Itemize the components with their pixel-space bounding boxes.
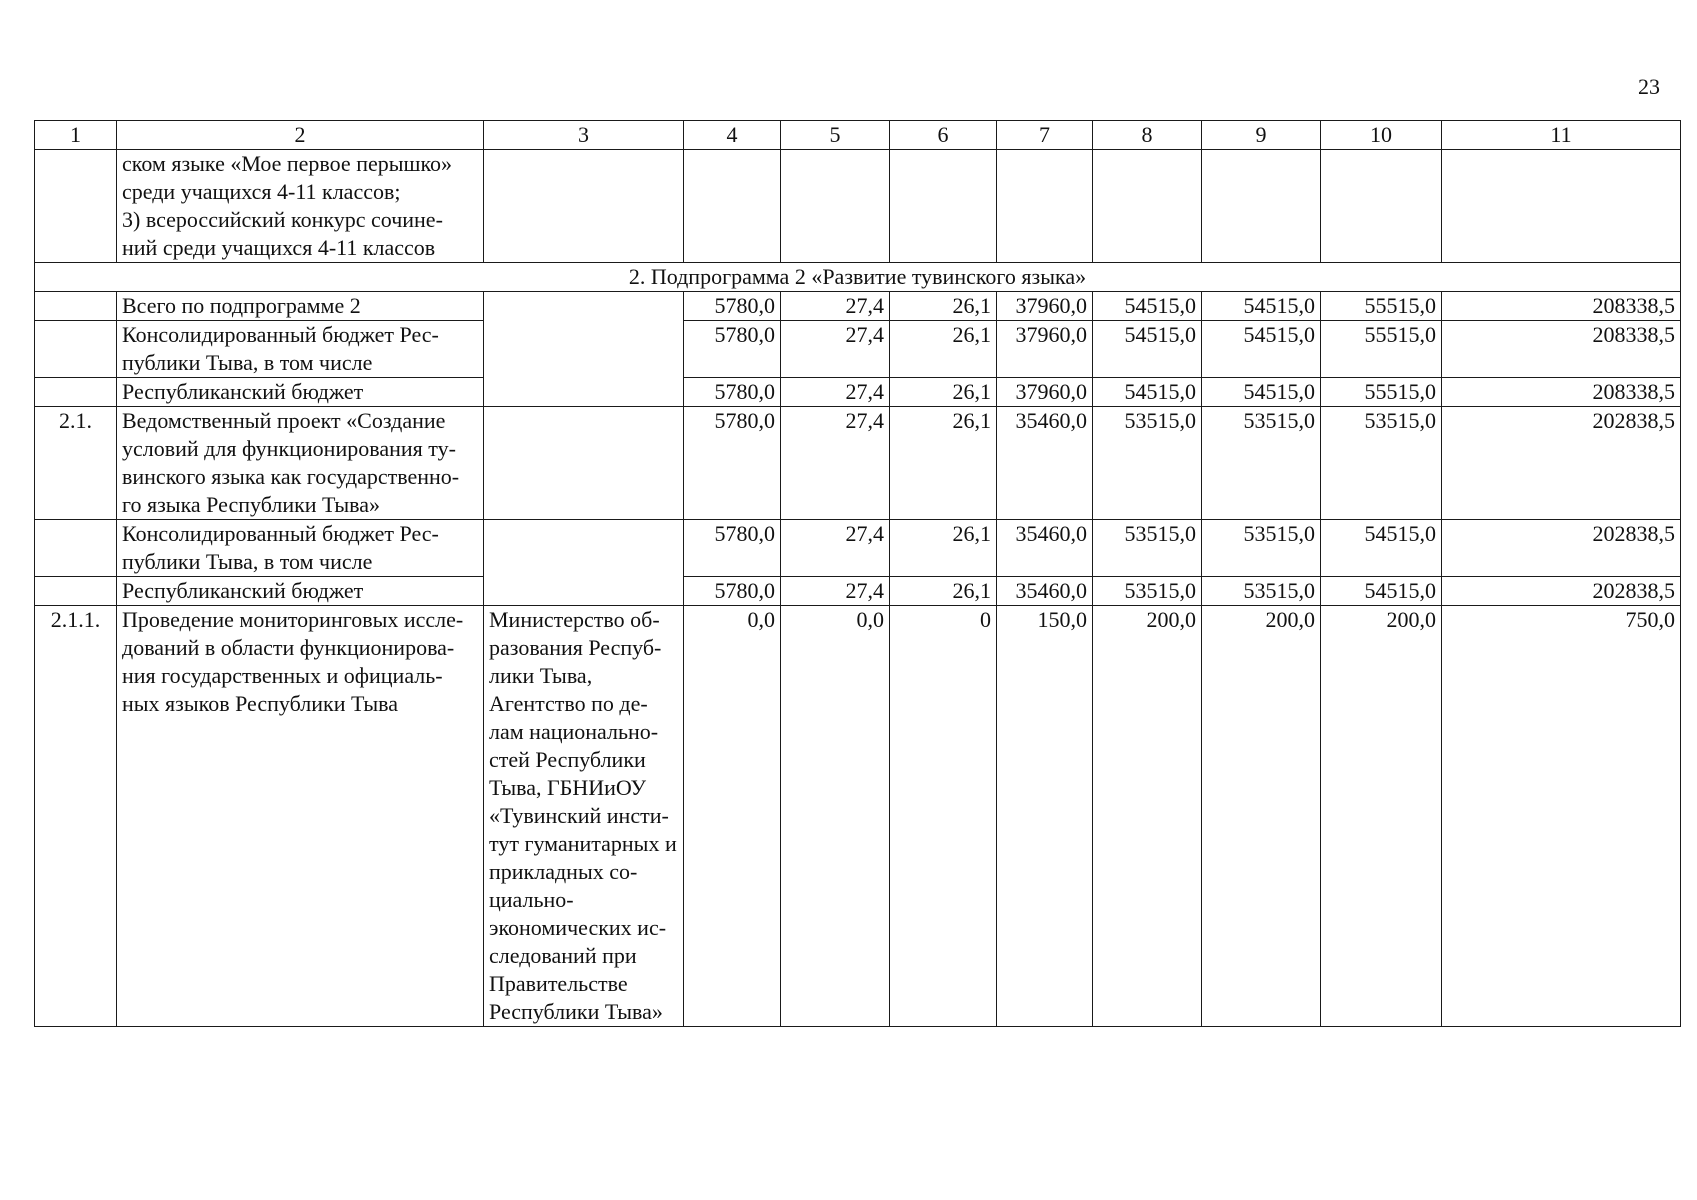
row-value: 54515,0 bbox=[1093, 378, 1202, 407]
row-value: 27,4 bbox=[781, 407, 890, 520]
value-cell bbox=[1093, 150, 1202, 263]
section-title: 2. Подпрограмма 2 «Развитие тувинского языка» bbox=[35, 263, 1681, 292]
text-line: ний среди учащихся 4-11 классов bbox=[122, 235, 436, 260]
row-code bbox=[35, 292, 117, 321]
row-value: 0,0 bbox=[781, 606, 890, 1027]
value-cell bbox=[781, 150, 890, 263]
column-number: 11 bbox=[1442, 121, 1681, 150]
executor-cell bbox=[484, 292, 684, 407]
text-line: ском языке «Мое первое перышко» bbox=[122, 151, 453, 176]
row-value: 54515,0 bbox=[1321, 520, 1442, 577]
value-cell bbox=[890, 150, 997, 263]
value-cell bbox=[997, 150, 1093, 263]
row-value: 26,1 bbox=[890, 378, 997, 407]
table-row bbox=[35, 520, 1681, 577]
row-executor: Министерство об-разования Респуб-лики Тыва, Агентство по де-лам национально-стей Республики Тыва, ГБНИиОУ «Тувинский инсти-тут гуманитарных и прикладных со-циально-экономических ис-следований при Правительстве Республики Тыва» bbox=[484, 606, 684, 1027]
row-value: 26,1 bbox=[890, 577, 997, 606]
table-row bbox=[35, 292, 1681, 321]
section-row bbox=[35, 263, 1681, 292]
row-value: 27,4 bbox=[781, 577, 890, 606]
column-number: 2 bbox=[117, 121, 484, 150]
row-value: 55515,0 bbox=[1321, 321, 1442, 378]
executor-cell bbox=[484, 520, 684, 606]
column-number: 1 bbox=[35, 121, 117, 150]
row-value: 5780,0 bbox=[684, 520, 781, 577]
row-value: 53515,0 bbox=[1093, 407, 1202, 520]
value-cell bbox=[684, 150, 781, 263]
row-code bbox=[35, 520, 117, 577]
row-name: Консолидированный бюджет Рес-публики Тыва, в том числе bbox=[117, 321, 484, 378]
row-value: 26,1 bbox=[890, 292, 997, 321]
row-value: 27,4 bbox=[781, 378, 890, 407]
row-value: 26,1 bbox=[890, 321, 997, 378]
row-value: 53515,0 bbox=[1202, 407, 1321, 520]
row-code bbox=[35, 321, 117, 378]
column-number-row bbox=[35, 121, 1681, 150]
budget-table bbox=[34, 120, 1681, 1027]
row-value: 35460,0 bbox=[997, 520, 1093, 577]
row-value: 54515,0 bbox=[1093, 321, 1202, 378]
row-value: 5780,0 bbox=[684, 321, 781, 378]
page-number: 23 bbox=[1638, 74, 1660, 99]
row-code bbox=[35, 378, 117, 407]
column-number: 3 bbox=[484, 121, 684, 150]
row-value: 53515,0 bbox=[1202, 577, 1321, 606]
table-row bbox=[35, 577, 1681, 606]
text-line: 3) всероссийский конкурс сочине- bbox=[122, 207, 443, 232]
row-value: 54515,0 bbox=[1202, 292, 1321, 321]
row-value: 200,0 bbox=[1321, 606, 1442, 1027]
column-number: 5 bbox=[781, 121, 890, 150]
column-number: 6 bbox=[890, 121, 997, 150]
row-value: 750,0 bbox=[1442, 606, 1681, 1027]
row-value: 208338,5 bbox=[1442, 292, 1681, 321]
row-value: 37960,0 bbox=[997, 378, 1093, 407]
row-value: 27,4 bbox=[781, 292, 890, 321]
row-value: 54515,0 bbox=[1321, 577, 1442, 606]
row-value: 208338,5 bbox=[1442, 321, 1681, 378]
row-name: Всего по подпрограмме 2 bbox=[117, 292, 484, 321]
column-number: 7 bbox=[997, 121, 1093, 150]
row-value: 54515,0 bbox=[1202, 321, 1321, 378]
executor-cell bbox=[484, 150, 684, 263]
column-number: 9 bbox=[1202, 121, 1321, 150]
row-code: 2.1.1. bbox=[35, 606, 117, 1027]
row-value: 5780,0 bbox=[684, 577, 781, 606]
row-value: 26,1 bbox=[890, 407, 997, 520]
row-value: 0 bbox=[890, 606, 997, 1027]
row-name: Проведение мониторинговых иссле-дований в области функционирова-ния государственных и официаль-ных языков Республики Тыва bbox=[117, 606, 484, 1027]
row-code bbox=[35, 577, 117, 606]
column-number: 8 bbox=[1093, 121, 1202, 150]
row-value: 5780,0 bbox=[684, 378, 781, 407]
row-value: 208338,5 bbox=[1442, 378, 1681, 407]
row-value: 0,0 bbox=[684, 606, 781, 1027]
table-row bbox=[35, 378, 1681, 407]
continuation-text bbox=[117, 150, 484, 263]
table-row bbox=[35, 606, 1681, 1027]
row-name: Республиканский бюджет bbox=[117, 378, 484, 407]
row-value: 27,4 bbox=[781, 321, 890, 378]
row-value: 37960,0 bbox=[997, 321, 1093, 378]
row-value: 53515,0 bbox=[1093, 577, 1202, 606]
row-value: 200,0 bbox=[1093, 606, 1202, 1027]
row-value: 200,0 bbox=[1202, 606, 1321, 1027]
row-value: 5780,0 bbox=[684, 292, 781, 321]
column-number: 10 bbox=[1321, 121, 1442, 150]
code-cell bbox=[35, 150, 117, 263]
row-value: 53515,0 bbox=[1093, 520, 1202, 577]
row-value: 202838,5 bbox=[1442, 577, 1681, 606]
value-cell bbox=[1202, 150, 1321, 263]
row-value: 54515,0 bbox=[1093, 292, 1202, 321]
row-name: Ведомственный проект «Создание условий для функционирования ту-винского языка как государственно-го языка Республики Тыва» bbox=[117, 407, 484, 520]
value-cell bbox=[1321, 150, 1442, 263]
row-value: 53515,0 bbox=[1202, 520, 1321, 577]
row-name: Республиканский бюджет bbox=[117, 577, 484, 606]
row-value: 202838,5 bbox=[1442, 407, 1681, 520]
executor-cell bbox=[484, 407, 684, 520]
row-value: 54515,0 bbox=[1202, 378, 1321, 407]
continuation-row bbox=[35, 150, 1681, 263]
value-cell bbox=[1442, 150, 1681, 263]
row-value: 55515,0 bbox=[1321, 378, 1442, 407]
row-name: Консолидированный бюджет Рес-публики Тыва, в том числе bbox=[117, 520, 484, 577]
row-value: 35460,0 bbox=[997, 407, 1093, 520]
row-value: 5780,0 bbox=[684, 407, 781, 520]
table-row bbox=[35, 321, 1681, 378]
row-code: 2.1. bbox=[35, 407, 117, 520]
row-value: 202838,5 bbox=[1442, 520, 1681, 577]
row-value: 26,1 bbox=[890, 520, 997, 577]
row-value: 27,4 bbox=[781, 520, 890, 577]
row-value: 53515,0 bbox=[1321, 407, 1442, 520]
text-line: среди учащихся 4-11 классов; bbox=[122, 179, 401, 204]
row-value: 150,0 bbox=[997, 606, 1093, 1027]
table-row bbox=[35, 407, 1681, 520]
row-value: 55515,0 bbox=[1321, 292, 1442, 321]
column-number: 4 bbox=[684, 121, 781, 150]
row-value: 35460,0 bbox=[997, 577, 1093, 606]
row-value: 37960,0 bbox=[997, 292, 1093, 321]
